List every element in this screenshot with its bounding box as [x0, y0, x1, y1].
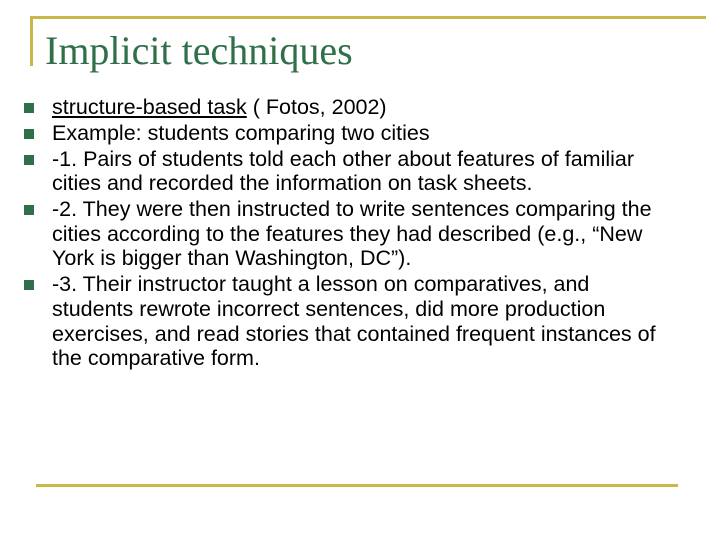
- bottom-decoration-line: [36, 484, 678, 487]
- citation-text: ( Fotos, 2002): [246, 95, 387, 119]
- slide-title: Implicit techniques: [45, 28, 353, 73]
- bullet-item: [24, 95, 674, 120]
- square-bullet-icon: [24, 280, 34, 290]
- square-bullet-icon: [24, 103, 34, 113]
- bullet-text: -2. They were then instructed to write sentences comparing the cities according to the features they had described (e.g., “New York is bigger than Washington, DC”).: [52, 197, 652, 271]
- bullet-text: Example: students comparing two cities: [52, 120, 430, 145]
- bullet-text: [52, 95, 674, 120]
- bullet-item: [24, 272, 674, 370]
- underlined-term: structure-based task: [52, 95, 247, 119]
- title-decoration-top-line: [30, 16, 706, 19]
- bullet-text: -3. Their instructor taught a lesson on comparatives, and students rewrote incorrect sentences, did more production exercises, and read stories that contained frequent instances of the comparative form.: [52, 272, 656, 371]
- bullet-item: [24, 147, 674, 196]
- bullet-list: [24, 95, 674, 372]
- square-bullet-icon: [24, 205, 34, 215]
- square-bullet-icon: [24, 155, 34, 165]
- square-bullet-icon: [24, 129, 34, 139]
- title-decoration-vertical-line: [30, 16, 33, 66]
- bullet-item: [24, 197, 674, 271]
- bullet-item: [24, 121, 674, 146]
- bullet-text: -1. Pairs of students told each other about features of familiar cities and recorded the information on task sheets.: [52, 146, 635, 196]
